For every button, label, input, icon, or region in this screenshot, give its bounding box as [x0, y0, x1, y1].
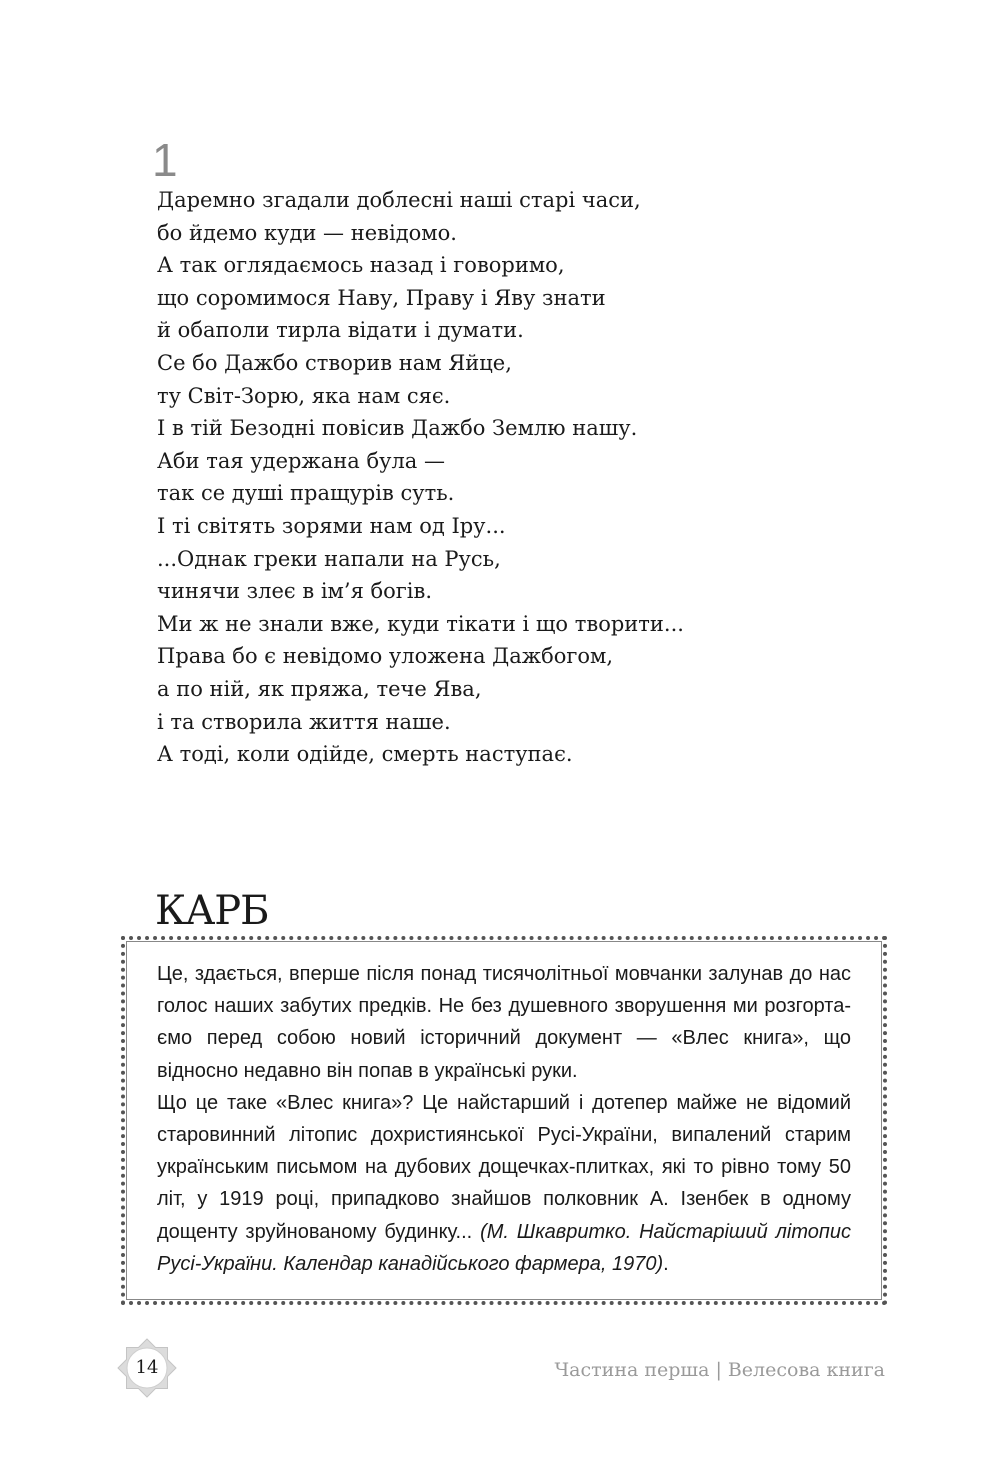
- poem-line: ...Однак греки напали на Русь,: [157, 546, 501, 571]
- poem-line: Даремно згадали доблесні наші старі часи,: [157, 188, 641, 212]
- page-number: 14: [135, 1357, 159, 1378]
- note-paragraph-2-end: .: [663, 1252, 669, 1275]
- footer-book-title: Велесова книга: [727, 1359, 885, 1381]
- poem-line: а по ній, як пряжа, тече Ява,: [157, 676, 482, 701]
- poem-line: чинячи злеє в ім’я богів.: [157, 579, 432, 604]
- poem-line: ту Світ-Зорю, яка нам сяє.: [157, 383, 451, 408]
- running-footer: [555, 1358, 886, 1382]
- poem-line: І ті світять зорями нам од Іру...: [157, 513, 506, 538]
- poem-line: й обаполи тирла відати і думати.: [157, 318, 524, 343]
- poem-line: Аби тая удержана була —: [157, 448, 446, 473]
- poem-line: А так оглядаємось назад і говоримо,: [157, 253, 565, 278]
- poem-line: Права бо є невідомо уложена Дажбогом,: [157, 644, 614, 669]
- note-text: [157, 958, 851, 1280]
- chapter-number: 1: [152, 134, 178, 186]
- poem-line: І в тій Безодні повісив Дажбо Землю нашу.: [157, 416, 638, 441]
- note-paragraph-2-text: Що це таке «Влес книга»? Це найстарший і дотепер майже не відомий старовинний літопис дохристиянської Русі-України, випалений старим українським письмом на дубових дощечках-плитках, які то рівно тому 50 літ, у 1919 році, припадково знайшов полковник А. Ізенбек в одному дощенту зруйнованому будинку...: [157, 1091, 851, 1243]
- note-paragraph-2: [157, 1087, 851, 1280]
- poem-line: і та створила життя наше.: [157, 709, 451, 734]
- poem-line: Ми ж не знали вже, куди тікати і що творити...: [157, 611, 684, 636]
- poem-text: [157, 184, 684, 771]
- poem-line: А тоді, коли одійде, смерть наступає.: [157, 742, 573, 767]
- section-heading: КАРБ: [155, 888, 269, 934]
- poem-line: що соромимося Наву, Праву і Яву знати: [157, 285, 606, 310]
- page-number-badge: [117, 1338, 177, 1398]
- note-paragraph-1: Це, здається, вперше після понад тисячолітньої мовчанки залунав до нас голос наших забутих предків. Не без душевного зворушення ми розгортаємо перед собою новий історичний документ — «Влес книга», що відносно недавно він попав в українські руки.: [157, 963, 851, 1082]
- poem-line: бо йдемо куди — невідомо.: [157, 220, 457, 245]
- poem-line: Се бо Дажбо створив нам Яйце,: [157, 350, 512, 375]
- note-citation: (М. Шкавритко. Найстаріший літопис Русі-України. Календар канадійського фармера, 1970): [157, 1220, 852, 1275]
- footer-separator: |: [715, 1359, 722, 1381]
- poem-line: так се душі пращурів суть.: [157, 481, 455, 506]
- footer-part: Частина перша: [554, 1359, 710, 1381]
